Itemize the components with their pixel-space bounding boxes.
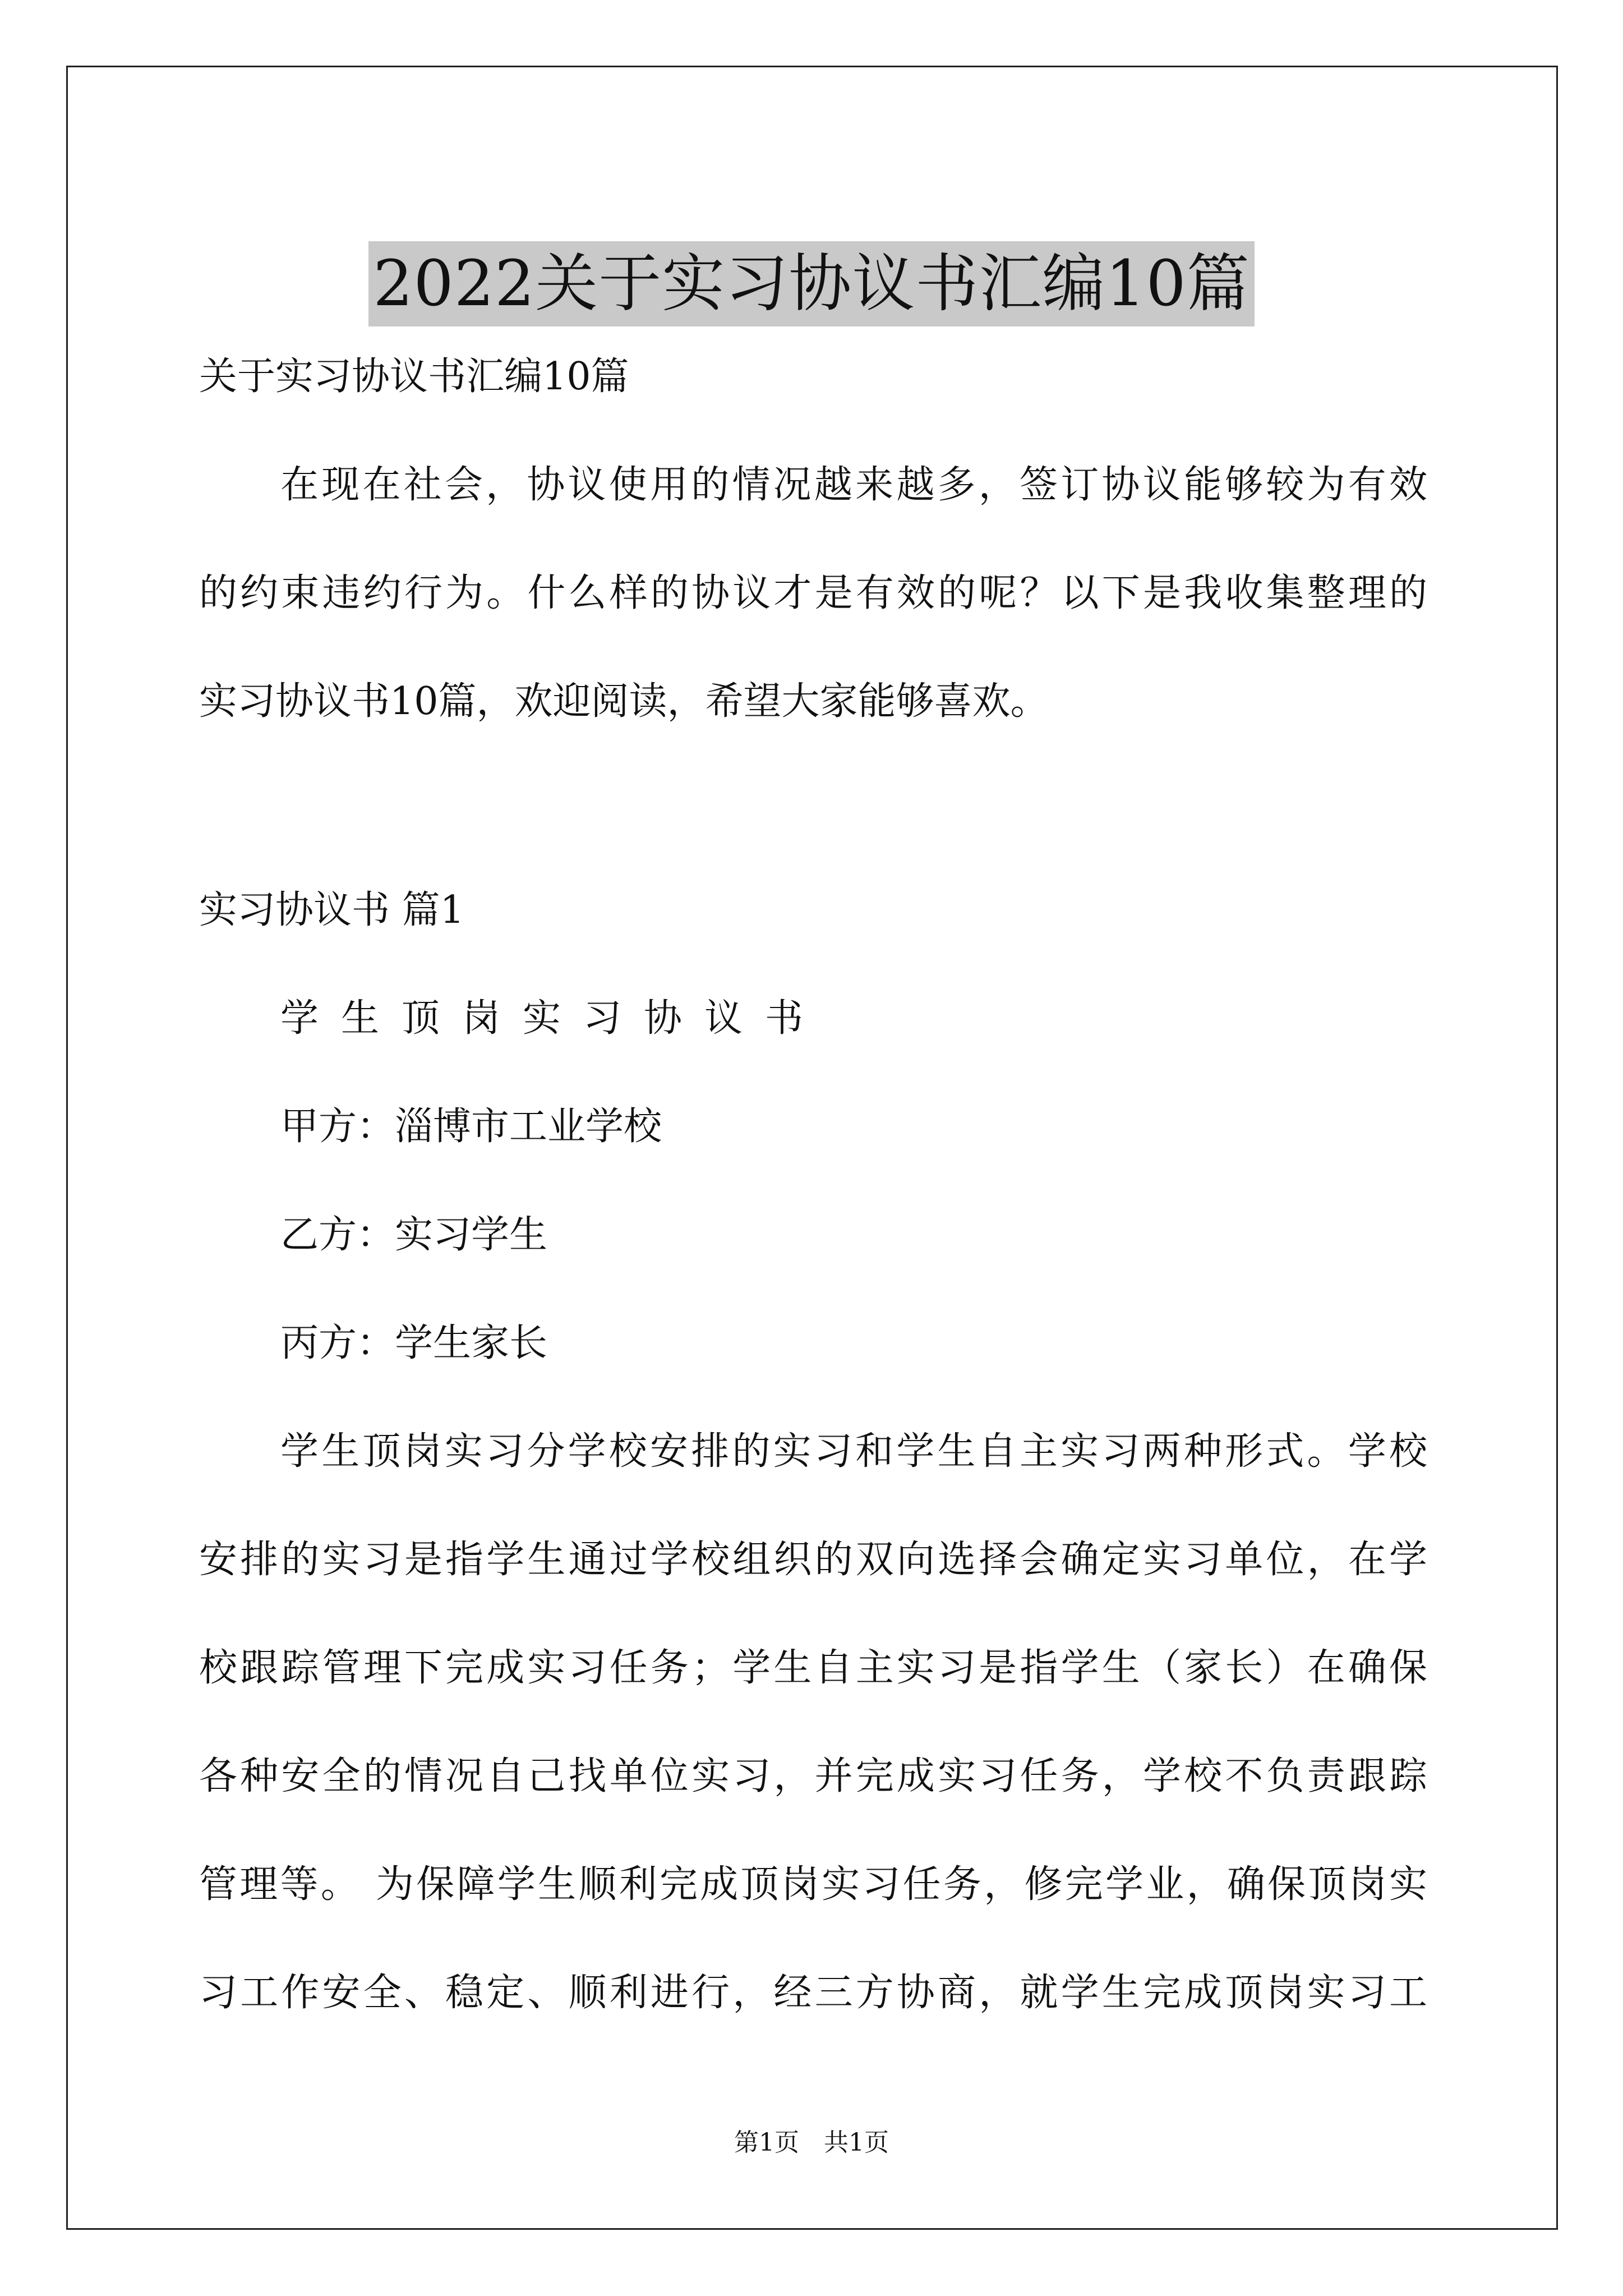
section-heading: 实习协议书 篇1	[199, 888, 464, 932]
document-title: 2022关于实习协议书汇编10篇	[368, 241, 1255, 326]
body-line-3: 校跟踪管理下完成实习任务；学生自主实习是指学生（家长）在确保	[199, 1646, 1427, 1690]
intro-line-1: 在现在社会，协议使用的情况越来越多，签订协议能够较为有效	[280, 463, 1427, 507]
body-line-4: 各种安全的情况自己找单位实习，并完成实习任务，学校不负责跟踪	[199, 1754, 1427, 1798]
body-line-5: 管理等。 为保障学生顺利完成顶岗实习任务，修完学业，确保顶岗实	[199, 1862, 1427, 1907]
document-subtitle: 关于实习协议书汇编10篇	[199, 355, 629, 399]
body-line-2: 安排的实习是指学生通过学校组织的双向选择会确定实习单位，在学	[199, 1538, 1427, 1582]
intro-line-2: 的约束违约行为。什么样的协议才是有效的呢？以下是我收集整理的	[199, 571, 1427, 615]
agreement-title: 学生顶岗实习协议书	[280, 996, 826, 1041]
body-line-6: 习工作安全、稳定、顺利进行，经三方协商，就学生完成顶岗实习工	[199, 1971, 1427, 2015]
title-container	[0, 199, 1623, 369]
party-b: 乙方：实习学生	[280, 1213, 548, 1257]
page-footer: 第1页 共1页	[734, 2128, 889, 2157]
party-c: 丙方：学生家长	[280, 1321, 548, 1365]
body-line-1: 学生顶岗实习分学校安排的实习和学生自主实习两种形式。学校	[280, 1429, 1427, 1474]
intro-line-3: 实习协议书10篇，欢迎阅读，希望大家能够喜欢。	[199, 679, 1049, 724]
party-a: 甲方：淄博市工业学校	[280, 1105, 662, 1149]
